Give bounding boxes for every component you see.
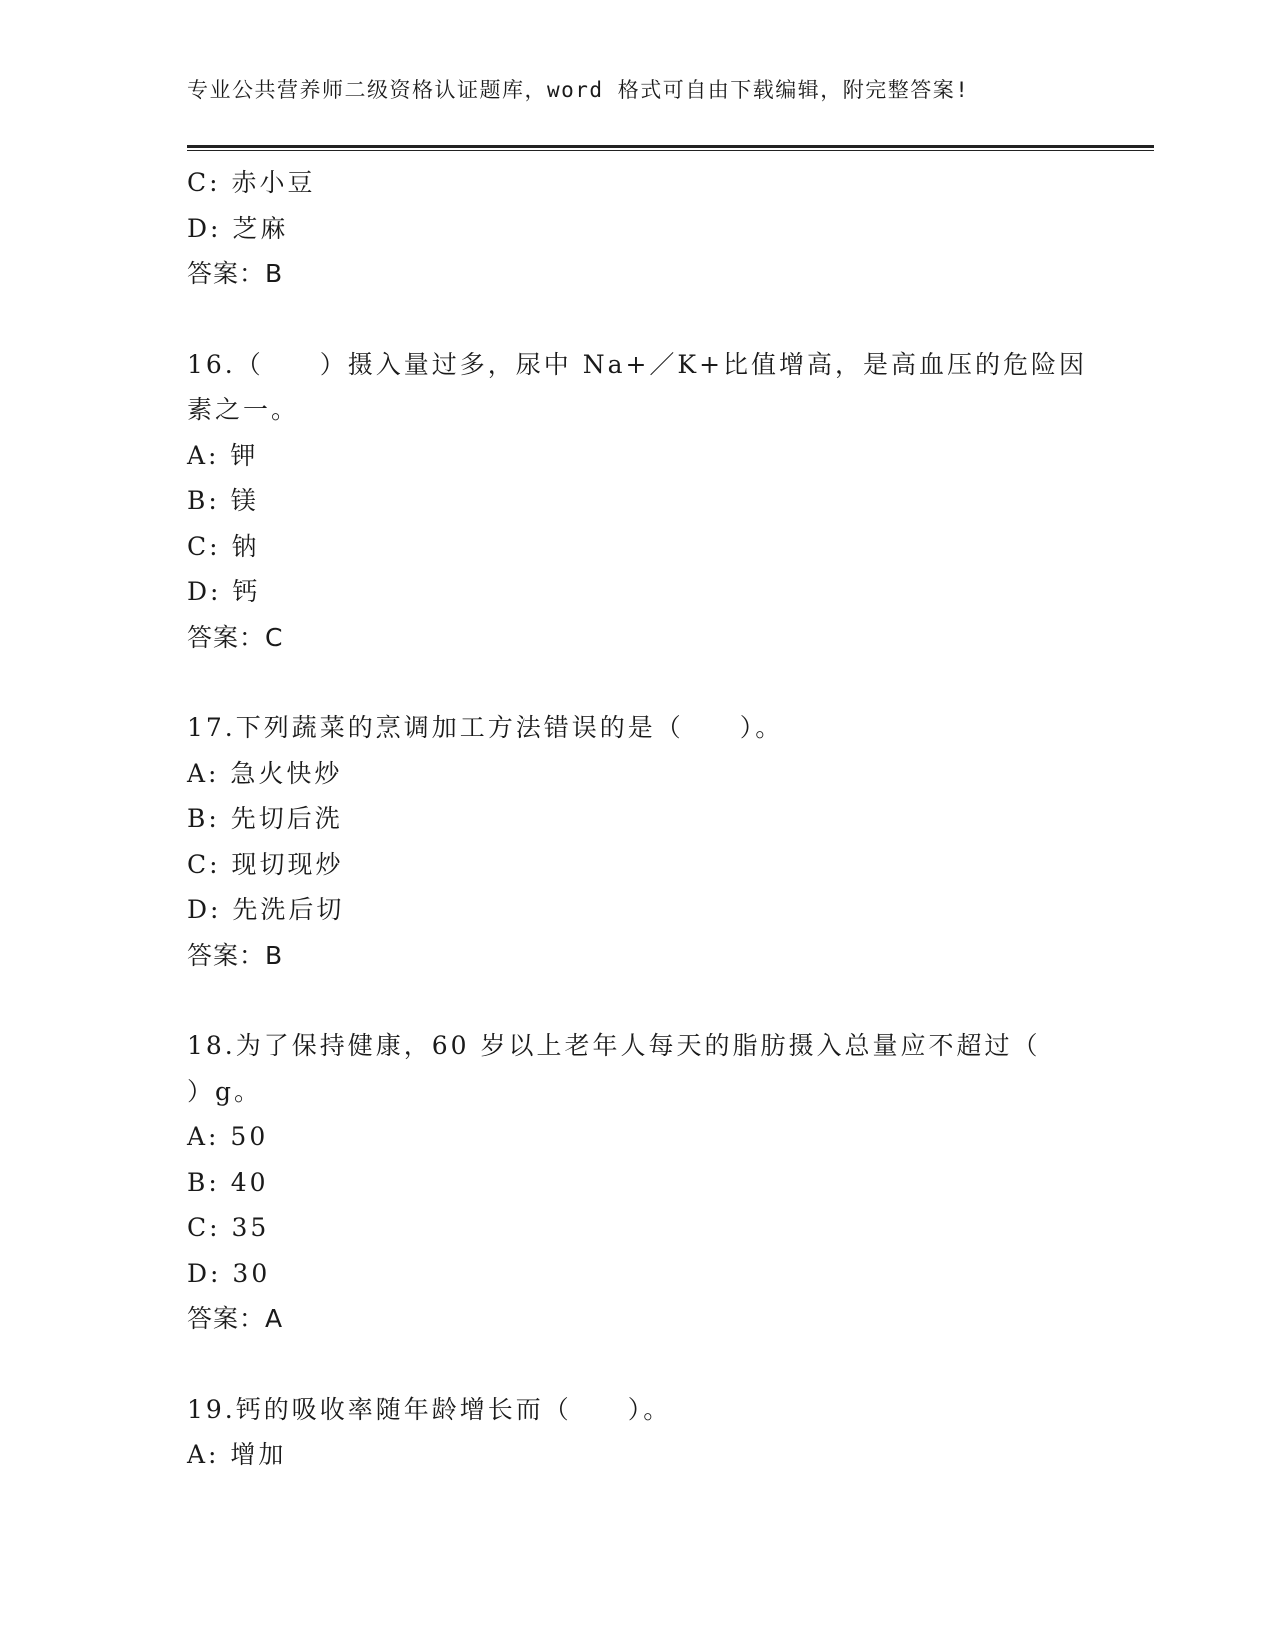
option-line: D: 先洗后切 bbox=[187, 895, 345, 924]
question-text: 17.下列蔬菜的烹调加工方法错误的是（ ）。 bbox=[187, 713, 784, 742]
option-line: D: 30 bbox=[187, 1258, 271, 1288]
option-line: D: 芝麻 bbox=[187, 213, 289, 243]
block-spacer bbox=[187, 978, 1087, 1023]
option-line: A: 急火快炒 bbox=[187, 758, 343, 788]
option-line: C: 赤小豆 bbox=[187, 168, 316, 197]
option-line: B: 先切后洗 bbox=[187, 804, 343, 833]
answer-line: 答案：A bbox=[187, 1304, 284, 1333]
option-line: A: 钾 bbox=[187, 440, 259, 470]
question-block bbox=[187, 160, 1087, 297]
question-block bbox=[187, 1023, 1087, 1342]
option-line: D: 钙 bbox=[187, 577, 261, 606]
question-block bbox=[187, 705, 1087, 978]
question-block bbox=[187, 342, 1087, 661]
option-line: A: 增加 bbox=[187, 1440, 287, 1469]
header-divider-thin bbox=[187, 150, 1154, 151]
option-line: B: 40 bbox=[187, 1167, 269, 1197]
option-line: A: 50 bbox=[187, 1122, 269, 1151]
header-divider-thick bbox=[187, 145, 1154, 148]
block-spacer bbox=[187, 1342, 1087, 1387]
answer-line: 答案：C bbox=[187, 622, 284, 652]
question-list bbox=[187, 160, 1087, 1478]
block-spacer bbox=[187, 660, 1087, 705]
option-line: B: 镁 bbox=[187, 486, 259, 515]
block-spacer bbox=[187, 297, 1087, 342]
answer-line: 答案：B bbox=[187, 940, 284, 970]
answer-line: 答案：B bbox=[187, 259, 284, 288]
question-text: 18.为了保持健康，60 岁以上老年人每天的脂肪摄入总量应不超过（ bbox=[187, 1031, 1041, 1060]
option-line: C: 现切现炒 bbox=[187, 849, 344, 879]
question-text: 16.（ ）摄入量过多，尿中 Na+／K+比值增高，是高血压的危险因 bbox=[187, 349, 1088, 379]
option-line: C: 35 bbox=[187, 1213, 270, 1242]
question-block bbox=[187, 1387, 1087, 1478]
option-line: C: 钠 bbox=[187, 531, 260, 561]
question-text: ）g。 bbox=[187, 1076, 263, 1106]
question-text: 19.钙的吸收率随年龄增长而（ ）。 bbox=[187, 1394, 672, 1424]
page-header: 专业公共营养师二级资格认证题库，word 格式可自由下载编辑，附完整答案! bbox=[187, 78, 970, 102]
question-text: 素之一。 bbox=[187, 395, 300, 424]
